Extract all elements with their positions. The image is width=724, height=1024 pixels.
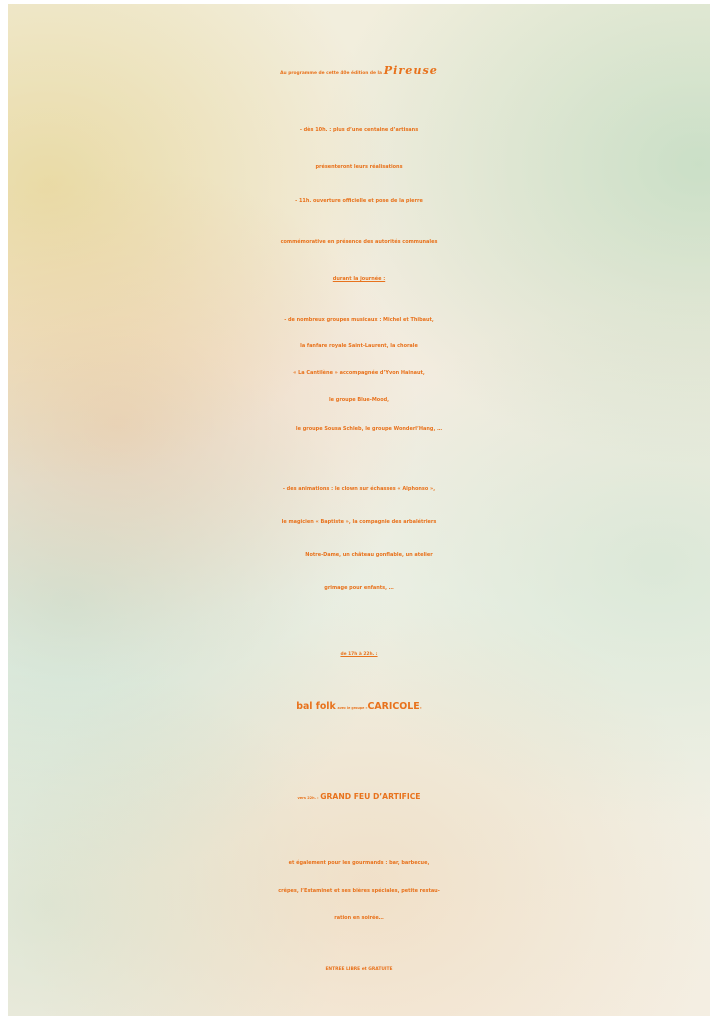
animation-line: - des animations : le clown sur échasses « Alphonso », <box>282 486 436 492</box>
program-line: - 11h. ouverture officielle et pose de la pierre <box>295 198 423 204</box>
program-line: - dès 10h. : plus d’une centaine d’artisans <box>299 127 419 133</box>
bal-quote-close: » <box>419 706 422 710</box>
entry-footer: ENTREE LIBRE et GRATUITE <box>325 967 393 972</box>
animation-line: Notre-Dame, un château gonflable, un atelier <box>305 552 433 558</box>
section-heading-day: durant la journée : <box>332 276 386 282</box>
animation-line: le magicien « Baptiste », la compagnie des arbalétriers <box>281 519 437 525</box>
fireworks-time: vers 22h. : <box>297 796 319 800</box>
header-line <box>8 60 710 104</box>
poster <box>8 4 710 1016</box>
music-line: « La Cantilène » accompagnée d’Yvon Hainaut, <box>293 370 425 376</box>
program-line: commémorative en présence des autorités communales <box>280 239 438 245</box>
food-line: et également pour les gourmands : bar, barbecue, <box>288 860 430 866</box>
program-line: présenteront leurs réalisations <box>315 164 403 170</box>
header-intro: Au programme de cette 40e édition de la <box>280 71 383 76</box>
food-line: crêpes, l’Estaminet et ses bières spéciales, petite restau- <box>278 888 440 894</box>
bal-title: bal folk <box>296 701 336 712</box>
fireworks-line <box>8 779 710 815</box>
music-line: la fanfare royale Saint-Laurent, la chorale <box>300 343 418 349</box>
animation-line: grimage pour enfants, … <box>324 585 394 591</box>
event-name: Pireuse <box>383 64 438 77</box>
bal-group-name: CARICOLE <box>367 701 420 712</box>
bal-line <box>8 684 710 730</box>
section-heading-evening: de 17h à 22h. : <box>340 652 378 657</box>
music-line: le groupe Blue-Mood, <box>328 397 390 403</box>
music-line: - de nombreux groupes musicaux : Michel et Thibaut, <box>284 317 434 323</box>
food-line: ration en soirée… <box>334 915 384 921</box>
bal-with-group: avec le groupe « <box>337 706 368 710</box>
fireworks-title: GRAND FEU D’ARTIFICE <box>320 792 421 801</box>
music-line: le groupe Sousa Schleb, le groupe Wonderl’Hang, … <box>295 426 443 432</box>
